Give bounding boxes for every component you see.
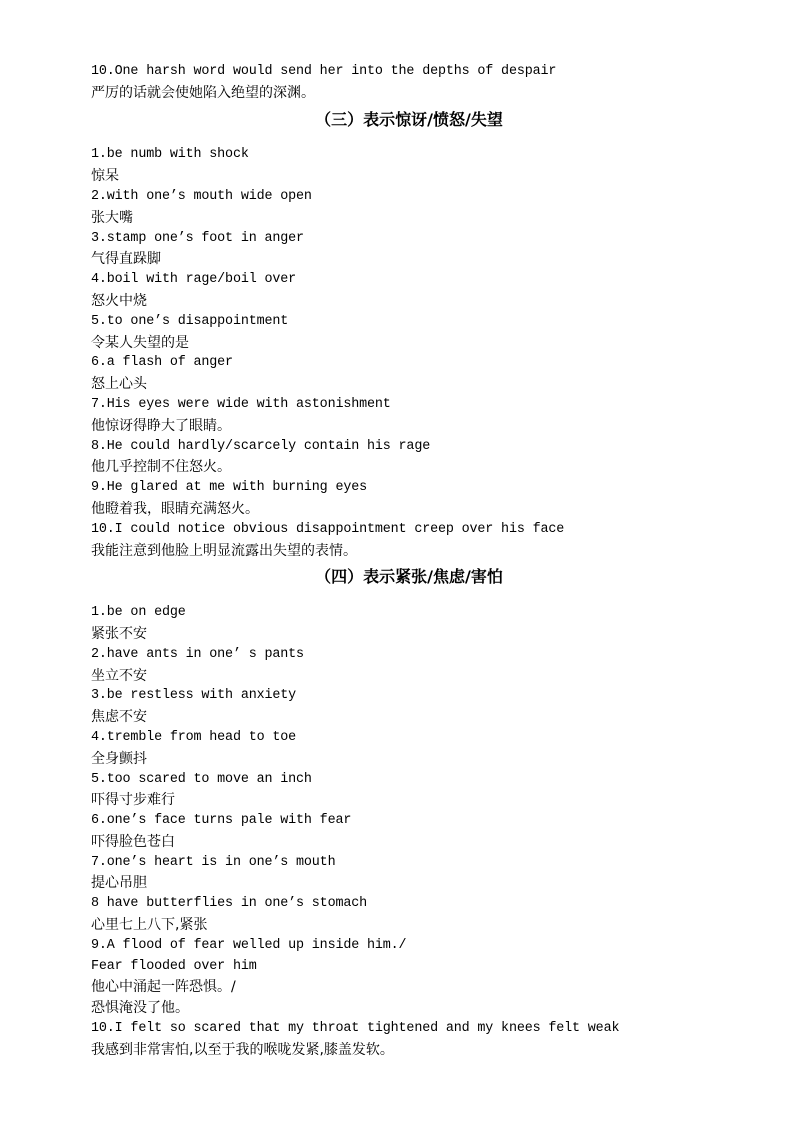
phrase-chinese: 惊呆 [91,168,119,185]
phrase-chinese: 我能注意到他脸上明显流露出失望的表情。 [91,542,357,559]
phrase-english: 3.stamp one’s foot in anger [91,230,304,246]
phrase-chinese: 怒上心头 [91,376,147,393]
section-heading: （三）表示惊讶/愤怒/失望 [315,109,503,129]
phrase-english: 3.be restless with anxiety [91,688,297,704]
section-surprise-anger-disappointment [91,110,711,562]
phrase-chinese: 他惊讶得睁大了眼睛。 [91,417,231,434]
phrase-chinese: 张大嘴 [91,209,133,226]
phrase-chinese: 恐惧淹没了他。 [91,1000,189,1017]
phrase-english: 4.boil with rage/boil over [91,272,297,288]
phrase-chinese: 令某人失望的是 [91,334,189,351]
phrase-chinese: 坐立不安 [91,667,147,684]
phrase-english: 1.be numb with shock [91,147,249,163]
phrase-english: 2.with one’s mouth wide open [91,188,312,204]
document-page [91,62,711,1061]
phrase-english: 7.His eyes were wide with astonishment [91,396,391,412]
phrase-english: 10.I could notice obvious disappointment creep over his face [91,521,565,537]
phrase-english: 9.A flood of fear welled up inside him./ [91,937,407,953]
phrase-chinese: 紧张不安 [91,625,147,642]
phrase-english: 2.have ants in one’ s pants [91,646,304,662]
phrase-chinese: 吓得寸步难行 [91,792,175,809]
phrase-english: 8 have butterflies in one’s stomach [91,896,367,912]
phrase-chinese: 心里七上八下,紧张 [91,917,208,934]
phrase-english: 1.be on edge [91,605,186,621]
phrase-english: 6.a flash of anger [91,355,233,371]
phrase-english: 4.tremble from head to toe [91,729,297,745]
phrase-chinese: 他几乎控制不住怒火。 [91,459,231,476]
phrase-english: 8.He could hardly/scarcely contain his rage [91,438,431,454]
phrase-chinese: 怒火中烧 [91,292,147,309]
phrase-english: 5.too scared to move an inch [91,771,312,787]
phrase-english: 5.to one’s disappointment [91,313,289,329]
phrase-chinese: 严厉的话就会使她陷入绝望的深渊。 [91,84,315,101]
phrase-english: 10.I felt so scared that my throat tightened and my knees felt weak [91,1021,620,1037]
phrase-chinese: 他心中涌起一阵恐惧。/ [91,979,236,996]
phrase-chinese: 气得直跺脚 [91,251,161,268]
phrase-chinese: 焦虑不安 [91,709,147,726]
phrase-english: 6.one’s face turns pale with fear [91,813,352,829]
phrase-chinese: 吓得脸色苍白 [91,833,175,850]
phrase-chinese: 提心吊胆 [91,875,147,892]
phrase-english: 9.He glared at me with burning eyes [91,480,367,496]
phrase-chinese: 全身颤抖 [91,750,147,767]
section-heading: （四）表示紧张/焦虑/害怕 [315,567,503,587]
phrase-chinese: 我感到非常害怕,以至于我的喉咙发紧,膝盖发软。 [91,1041,394,1058]
phrase-english: 10.One harsh word would send her into the depths of despair [91,64,557,79]
phrase-chinese: 他瞪着我，眼睛充满怒火。 [91,500,259,517]
section-nervous-anxious-afraid [91,567,711,1060]
phrase-english: Fear flooded over him [91,958,257,974]
phrase-english: 7.one’s heart is in one’s mouth [91,854,336,870]
